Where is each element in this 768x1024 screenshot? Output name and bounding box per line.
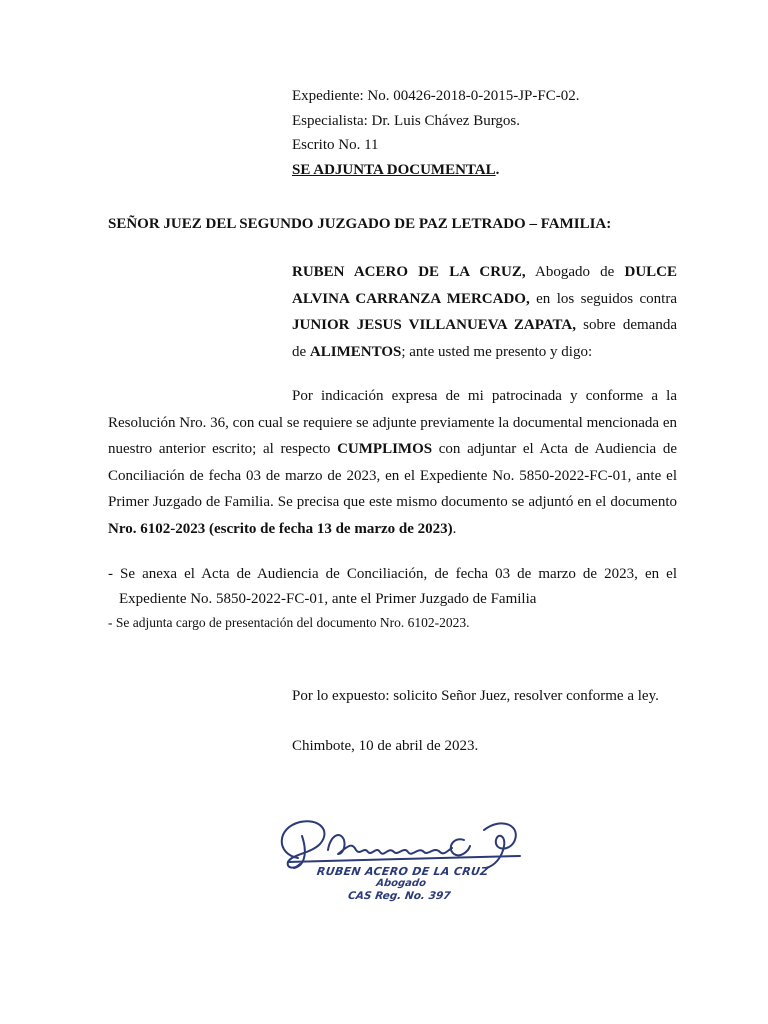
cumplimos-text: CUMPLIMOS bbox=[337, 441, 433, 457]
escrito-line: Escrito No. 11 bbox=[292, 137, 379, 153]
matter: ALIMENTOS bbox=[309, 343, 402, 360]
subject-text: SE ADJUNTA DOCUMENTAL bbox=[292, 161, 496, 178]
stamp-registry: CAS Reg. No. 397 bbox=[347, 890, 452, 902]
addressee: SEÑOR JUEZ DEL SEGUNDO JUZGADO DE PAZ LETRADO – FAMILIA: bbox=[108, 216, 612, 232]
stamp-title: Abogado bbox=[375, 878, 427, 889]
defendant-name: JUNIOR JESUS VILLANUEVA ZAPATA, bbox=[292, 317, 576, 333]
annex-item: - Se anexa el Acta de Audiencia de Conciliación, de fecha 03 de marzo de 2023, en el Expediente No. 5850-2022-FC-01, ante el Primer Juzgado de Familia bbox=[108, 566, 677, 607]
document-reference: Nro. 6102-2023 (escrito de fecha 13 de marzo de 2023) bbox=[108, 520, 453, 537]
lawyer-stamp bbox=[283, 866, 518, 902]
expediente-line: Expediente: No. 00426-2018-0-2015-JP-FC-02. bbox=[292, 88, 580, 104]
intro-paragraph bbox=[292, 259, 677, 365]
document-header bbox=[292, 84, 712, 182]
subject-period: . bbox=[495, 161, 500, 178]
intro-text-2: en los seguidos contra bbox=[529, 290, 678, 307]
especialista-line: Especialista: Dr. Luis Chávez Burgos. bbox=[292, 112, 521, 129]
body-text-2: con adjuntar el Acta de Audiencia de Conciliación de fecha 03 de marzo de 2023, en el Expediente No. 5850-2022-FC-01, ante el Primer Juzgado de Familia. Se precisa que este mismo documento se adjuntó en el documento bbox=[108, 441, 678, 510]
body-paragraph bbox=[108, 383, 677, 542]
body-text-1: Por indicación expresa de mi patrocinada y conforme a la Resolución Nro. 36, con cual se requiere se adjunte previamente la documental mencionada en nuestro anterior escrito; al respecto bbox=[108, 388, 677, 457]
annex-item: - Se adjunta cargo de presentación del documento Nro. 6102-2023. bbox=[108, 615, 470, 630]
lawyer-name: RUBEN ACERO DE LA CRUZ, bbox=[292, 264, 526, 280]
closing-request: Por lo expuesto: solicito Señor Juez, resolver conforme a ley. bbox=[292, 688, 659, 704]
intro-text-1: Abogado de bbox=[525, 264, 625, 280]
body-text-3: . bbox=[452, 520, 457, 537]
client-name: DULCE ALVINA CARRANZA MERCADO, bbox=[292, 264, 677, 307]
subject-line bbox=[292, 158, 712, 183]
place-and-date: Chimbote, 10 de abril de 2023. bbox=[292, 738, 479, 754]
signature-block bbox=[258, 796, 548, 908]
intro-text-3: sobre demanda de bbox=[292, 317, 677, 360]
intro-text-4: ; ante usted me presento y digo: bbox=[401, 343, 593, 360]
stamp-name: RUBEN ACERO DE LA CRUZ bbox=[316, 865, 490, 878]
